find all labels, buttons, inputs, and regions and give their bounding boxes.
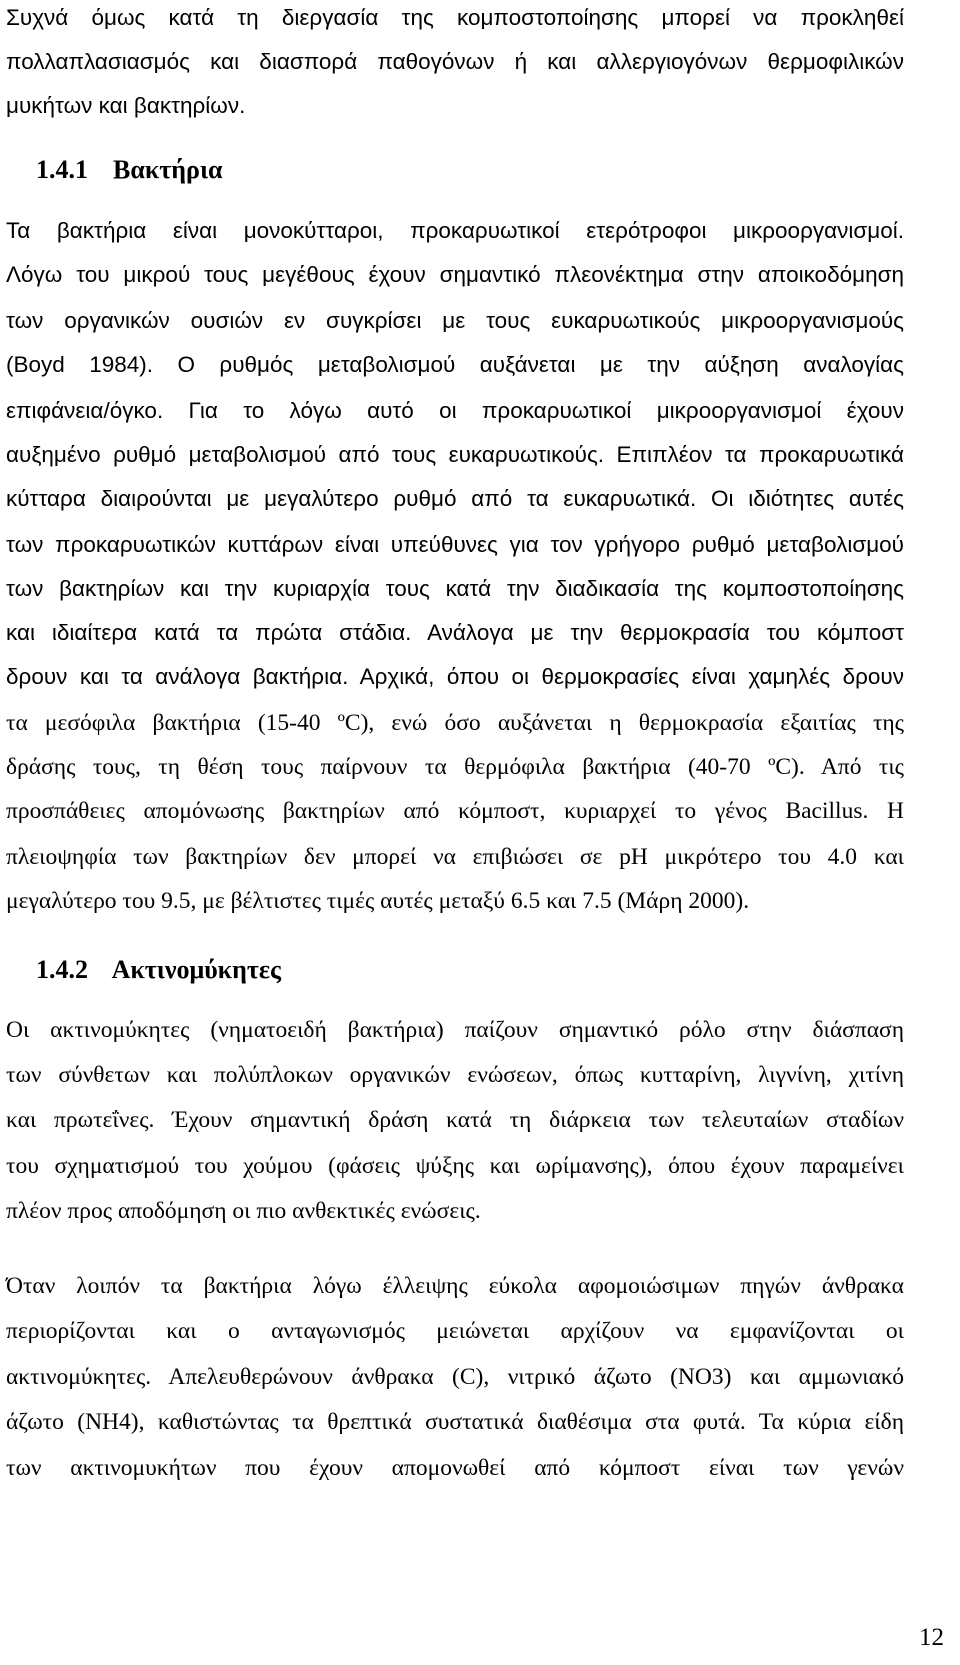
section-number: 1.4.2 — [36, 955, 88, 984]
text-line: τα μεσόφιλα βακτήρια (15-40 ºC), ενώ όσο αυξάνεται η θερμοκρασία εξαιτίας της — [6, 710, 904, 736]
text-line: δράσης τους, τη θέση τους παίρνουν τα θερμόφιλα βακτήρια (40-70 ºC). Από τις — [6, 754, 904, 780]
text-line: Συχνά όμως κατά τη διεργασία της κομποστοποίησης μπορεί να προκληθεί — [6, 5, 904, 30]
section-heading-bacteria — [36, 146, 223, 194]
text-line: δρουν και τα ανάλογα βακτήρια. Αρχικά, όπου οι θερμοκρασίες είναι χαμηλές δρουν — [6, 664, 904, 689]
text-line: προσπάθειες απομόνωσης βακτηρίων από κόμποστ, κυριαρχεί το γένος Bacillus. Η — [6, 798, 904, 824]
text-line: αυξημένο ρυθμό μεταβολισμού από τους ευκαρυωτικούς. Επιπλέον τα προκαρυωτικά — [6, 442, 904, 467]
text-line: πλέον προς αποδόμηση οι πιο ανθεκτικές ενώσεις. — [6, 1198, 481, 1224]
section-number: 1.4.1 — [36, 155, 88, 184]
text-line: των βακτηρίων και την κυριαρχία τους κατά την διαδικασία της κομποστοποίησης — [6, 576, 904, 601]
text-line: και ιδιαίτερα κατά τα πρώτα στάδια. Ανάλογα με την θερμοκρασία του κόμποστ — [6, 620, 904, 645]
text-line: του σχηματισμού του χούμου (φάσεις ψύξης και ωρίμανσης), όπου έχουν παραμείνει — [6, 1153, 904, 1179]
page-number: 12 — [919, 1624, 944, 1651]
section-title: Βακτήρια — [113, 155, 223, 184]
text-line: περιορίζονται και ο ανταγωνισμός μειώνεται αρχίζουν να εμφανίζονται οι — [6, 1318, 904, 1344]
text-line: και πρωτεΐνες. Έχουν σημαντική δράση κατά τη διάρκεια των τελευταίων σταδίων — [6, 1107, 904, 1133]
text-line: κύτταρα διαιρούνται με μεγαλύτερο ρυθμό από τα ευκαρυωτικά. Οι ιδιότητες αυτές — [6, 486, 904, 511]
text-line: Τα βακτήρια είναι μονοκύτταροι, προκαρυωτικοί ετερότροφοι μικροοργανισμοί. — [6, 218, 904, 243]
text-line: Όταν λοιπόν τα βακτήρια λόγω έλλειψης εύκολα αφομοιώσιμων πηγών άνθρακα — [6, 1273, 904, 1299]
text-line: μεγαλύτερο του 9.5, με βέλτιστες τιμές αυτές μεταξύ 6.5 και 7.5 (Μάρη 2000). — [6, 888, 750, 914]
text-line: Λόγω του μικρού τους μεγέθους έχουν σημαντικό πλεονέκτημα στην αποικοδόμηση — [6, 262, 904, 287]
text-line: των ακτινομυκήτων που έχουν απομονωθεί από κόμποστ είναι των γενών — [6, 1455, 904, 1481]
text-line: πλειοψηφία των βακτηρίων δεν μπορεί να επιβιώσει σε pH μικρότερο του 4.0 και — [6, 844, 904, 870]
text-line: (Boyd 1984). Ο ρυθμός μεταβολισμού αυξάνεται με την αύξηση αναλογίας — [6, 352, 904, 377]
text-line: ακτινομύκητες. Απελευθερώνουν άνθρακα (C), νιτρικό άζωτο (NO3) και αμμωνιακό — [6, 1364, 904, 1390]
section-title: Ακτινομύκητες — [111, 955, 281, 984]
text-line: άζωτο (NH4), καθιστώντας τα θρεπτικά συστατικά διαθέσιμα στα φυτά. Τα κύρια είδη — [6, 1409, 904, 1435]
text-line: των σύνθετων και πολύπλοκων οργανικών ενώσεων, όπως κυτταρίνη, λιγνίνη, χιτίνη — [6, 1062, 904, 1088]
text-line: πολλαπλασιασμός και διασπορά παθογόνων ή και αλλεργιογόνων θερμοφιλικών — [6, 49, 904, 74]
text-line: των προκαρυωτικών κυττάρων είναι υπεύθυνες για τον γρήγορο ρυθμό μεταβολισμού — [6, 532, 904, 557]
text-line: των οργανικών ουσιών εν συγκρίσει με τους ευκαρυωτικούς μικροοργανισμούς — [6, 308, 904, 333]
section-heading-actinomycetes — [36, 946, 281, 994]
text-line: Οι ακτινομύκητες (νηματοειδή βακτήρια) παίζουν σημαντικό ρόλο στην διάσπαση — [6, 1017, 904, 1043]
text-line: μυκήτων και βακτηρίων. — [6, 93, 246, 118]
text-line: επιφάνεια/όγκο. Για το λόγω αυτό οι προκαρυωτικοί μικροοργανισμοί έχουν — [6, 398, 904, 423]
